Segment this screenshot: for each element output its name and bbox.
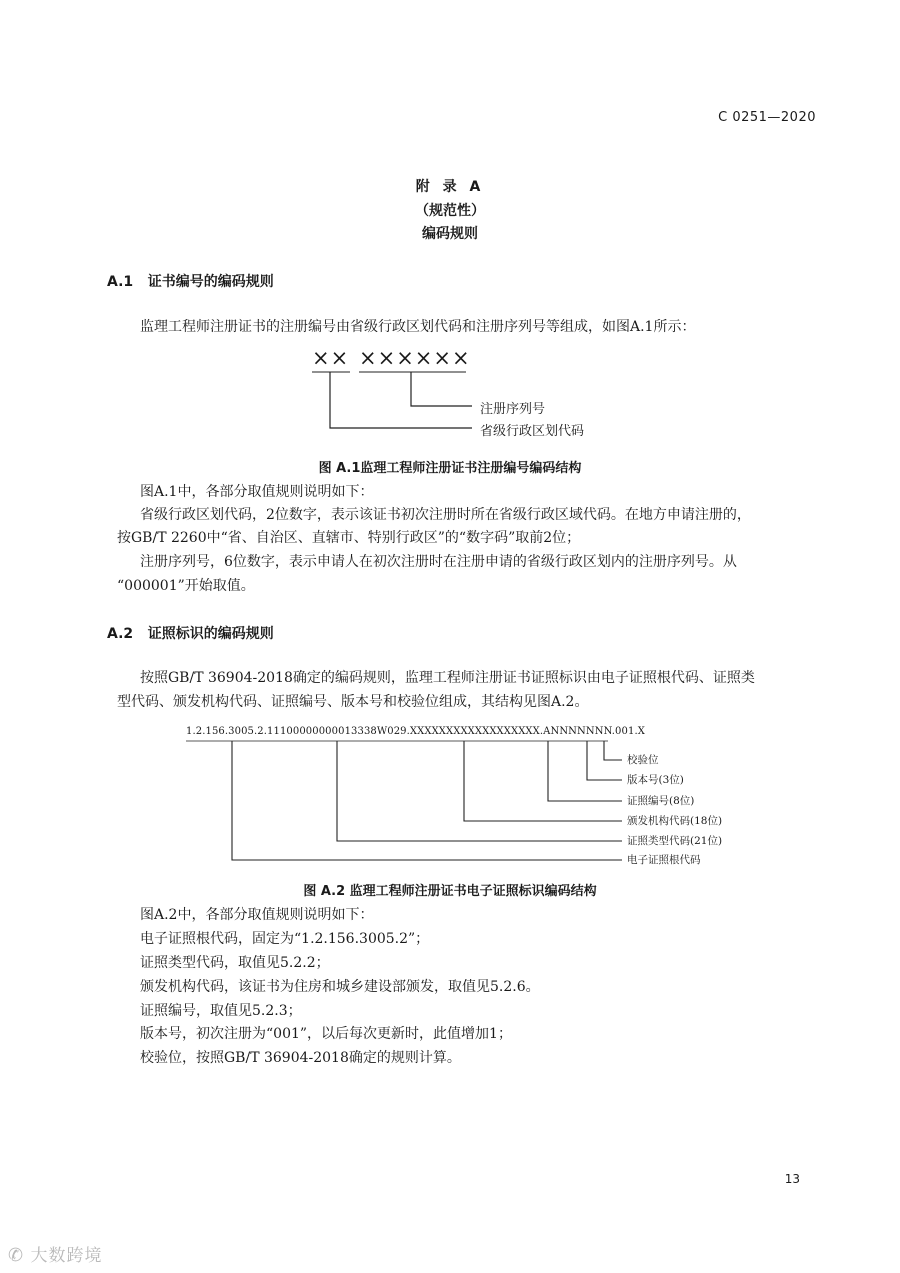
section-a2-title: 证照标识的编码规则 bbox=[147, 626, 274, 642]
sec2-line-1: 图A.2中，各部分取值规则说明如下： bbox=[140, 907, 374, 923]
fig-a1-label-serial: 注册序列号 bbox=[480, 402, 546, 417]
sec2-line-5: 证照编号，取值见5.2.3； bbox=[140, 1003, 302, 1019]
watermark bbox=[8, 1241, 103, 1266]
sec1-para-3a: 注册序列号，6位数字，表示申请人在初次注册时在注册申请的省级行政区划内的注册序列号。从 bbox=[140, 554, 737, 570]
fig-a2-label-version: 版本号(3位) bbox=[627, 774, 684, 786]
section-a2-number: A.2 bbox=[107, 626, 134, 642]
watermark-logo-icon: ✆ bbox=[8, 1245, 25, 1266]
sec2-line-4: 颁发机构代码，该证书为住房和城乡建设部颁发，取值见5.2.6。 bbox=[140, 979, 540, 995]
fig-a1-code-province: ×× bbox=[312, 346, 350, 370]
sec2-line-6: 版本号，初次注册为“001”，以后每次更新时，此值增加1； bbox=[140, 1026, 512, 1042]
fig-a2-caption: 图 A.2 监理工程师注册证书电子证照标识编码结构 bbox=[303, 884, 597, 899]
standard-number: C 0251—2020 bbox=[718, 110, 816, 125]
sec1-para-2b: 按GB/T 2260中“省、自治区、直辖市、特别行政区”的“数字码”取前2位； bbox=[117, 530, 581, 546]
section-a1-intro: 监理工程师注册证书的注册编号由省级行政区划代码和注册序列号等组成，如图A.1所示： bbox=[140, 319, 696, 335]
fig-a2-label-root-code: 电子证照根代码 bbox=[627, 854, 701, 866]
appendix-type: （规范性） bbox=[415, 203, 485, 219]
fig-a2-label-issuer-code: 颁发机构代码(18位) bbox=[627, 815, 723, 827]
fig-a1-code-serial: ×××××× bbox=[359, 346, 471, 370]
section-a2-intro-a: 按照GB/T 36904-2018确定的编码规则，监理工程师注册证书证照标识由电子证照根代码、证照类 bbox=[140, 670, 755, 686]
fig-a1-label-province: 省级行政区划代码 bbox=[480, 424, 585, 439]
fig-a1-caption: 图 A.1监理工程师注册证书注册编号编码结构 bbox=[318, 461, 582, 476]
sec2-line-2: 电子证照根代码，固定为“1.2.156.3005.2”； bbox=[140, 931, 430, 947]
sec1-para-1: 图A.1中，各部分取值规则说明如下： bbox=[140, 484, 374, 500]
sec1-para-3b: “000001”开始取值。 bbox=[117, 578, 255, 594]
sec1-para-2a: 省级行政区划代码，2位数字，表示该证书初次注册时所在省级行政区域代码。在地方申请注册的， bbox=[140, 507, 751, 523]
sec2-line-7: 校验位，按照GB/T 36904-2018确定的规则计算。 bbox=[140, 1050, 461, 1066]
section-a1-title: 证书编号的编码规则 bbox=[147, 274, 274, 290]
watermark-text: 大数跨境 bbox=[30, 1246, 103, 1266]
appendix-title: 附 录 A bbox=[415, 179, 485, 195]
appendix-name: 编码规则 bbox=[422, 226, 478, 242]
section-a1-number: A.1 bbox=[107, 274, 134, 290]
fig-a2-label-check-digit: 校验位 bbox=[627, 754, 659, 766]
fig-a2-code-string: 1.2.156.3005.2.11100000000013338W029.XXXXXXXXXXXXXXXXXX.ANNNNNNN.001.X bbox=[186, 726, 645, 737]
page-number: 13 bbox=[784, 1172, 800, 1186]
fig-a2-label-license-number: 证照编号(8位) bbox=[627, 795, 695, 807]
fig-a2-label-type-code: 证照类型代码(21位) bbox=[627, 835, 723, 847]
section-a2-intro-b: 型代码、颁发机构代码、证照编号、版本号和校验位组成，其结构见图A.2。 bbox=[117, 694, 589, 710]
sec2-line-3: 证照类型代码，取值见5.2.2； bbox=[140, 955, 330, 971]
